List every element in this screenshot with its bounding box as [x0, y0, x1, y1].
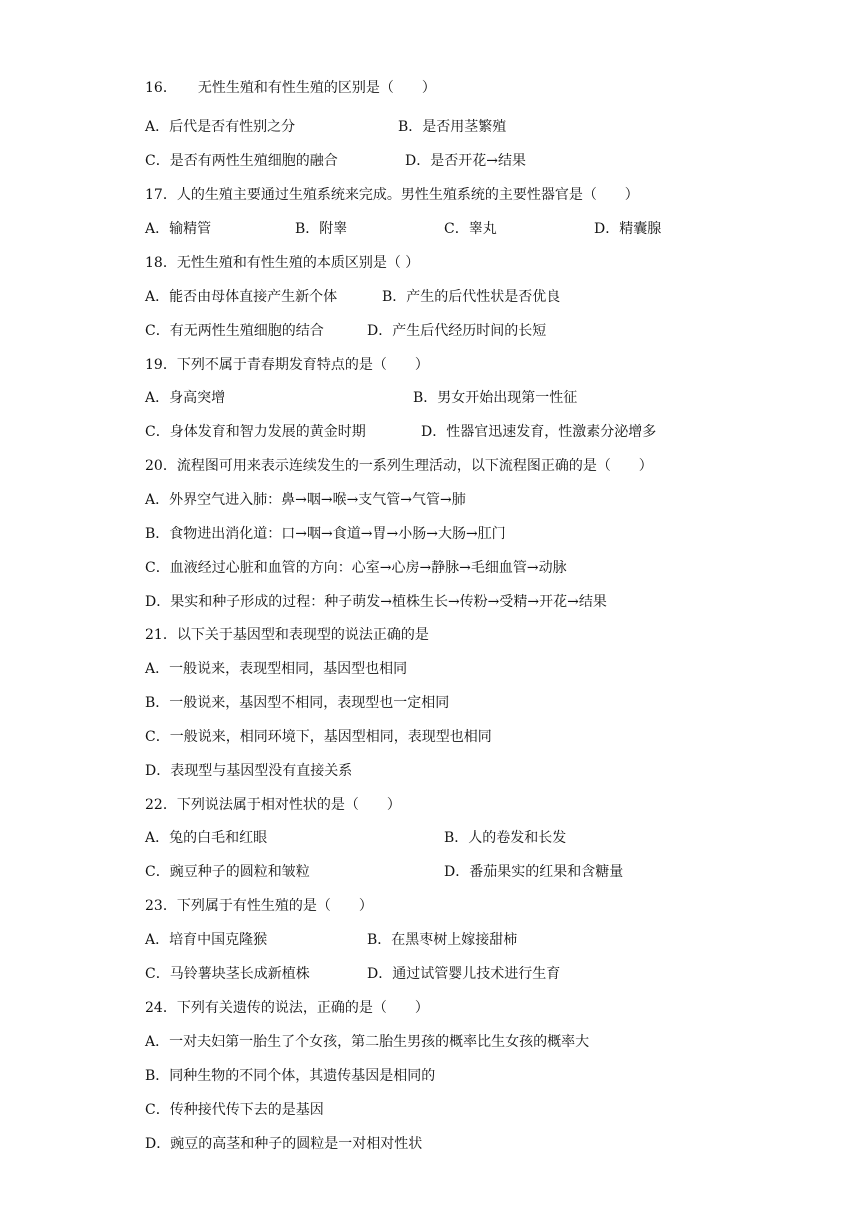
question-23-option-a: A．培育中国克隆猴: [145, 932, 268, 948]
question-23-stem: 23．下列属于有性生殖的是（ ）: [145, 898, 373, 914]
question-24-stem: 24．下列有关遗传的说法，正确的是（ ）: [145, 1000, 429, 1016]
question-17-option-a: A．输精管: [145, 221, 212, 237]
question-22-option-c: C．豌豆种子的圆粒和皱粒: [145, 864, 310, 880]
question-23-option-b: B．在黑枣树上嫁接甜柿: [367, 932, 518, 948]
question-21-option-a: A．一般说来，表现型相同，基因型也相同: [145, 661, 408, 677]
question-21-stem: 21．以下关于基因型和表现型的说法正确的是: [145, 627, 429, 643]
question-16-option-a: A．后代是否有性别之分: [145, 119, 296, 135]
question-20-stem: 20．流程图可用来表示连续发生的一系列生理活动，以下流程图正确的是（ ）: [145, 458, 653, 474]
question-18-stem: 18．无性生殖和有性生殖的本质区别是（ ）: [145, 255, 420, 271]
question-24-option-a: A．一对夫妇第一胎生了个女孩，第二胎生男孩的概率比生女孩的概率大: [145, 1034, 590, 1050]
question-22-option-b: B．人的卷发和长发: [444, 830, 567, 846]
question-21-option-c: C．一般说来，相同环境下，基因型相同，表现型也相同: [145, 729, 492, 745]
question-20-option-a: A．外界空气进入肺：鼻→咽→喉→支气管→气管→肺: [145, 492, 466, 508]
question-22-option-a: A．兔的白毛和红眼: [145, 830, 268, 846]
question-18-option-b: B．产生的后代性状是否优良: [382, 289, 561, 305]
question-16-option-d: D．是否开花→结果: [405, 153, 526, 169]
question-23-option-c: C．马铃薯块茎长成新植株: [145, 966, 310, 982]
question-19-option-a: A．身高突增: [145, 390, 226, 406]
question-18-option-c: C．有无两性生殖细胞的结合: [145, 323, 324, 339]
question-19-option-b: B．男女开始出现第一性征: [413, 390, 578, 406]
question-20-option-d: D．果实和种子形成的过程：种子萌发→植株生长→传粉→受精→开花→结果: [145, 594, 607, 610]
question-23-option-d: D．通过试管婴儿技术进行生育: [367, 966, 561, 982]
question-22-stem: 22．下列说法属于相对性状的是（ ）: [145, 797, 401, 813]
question-24-option-c: C．传种接代传下去的是基因: [145, 1102, 324, 1118]
question-17-stem: 17．人的生殖主要通过生殖系统来完成。男性生殖系统的主要性器官是（ ）: [145, 187, 639, 203]
question-18-option-a: A．能否由母体直接产生新个体: [145, 289, 338, 305]
question-16-option-c: C．是否有两性生殖细胞的融合: [145, 153, 338, 169]
question-20-option-b: B．食物进出消化道：口→咽→食道→胃→小肠→大肠→肛门: [145, 526, 506, 542]
question-17-option-c: C．睾丸: [444, 221, 497, 237]
question-21-option-d: D．表现型与基因型没有直接关系: [145, 763, 353, 779]
question-17-option-b: B．附睾: [295, 221, 348, 237]
question-19-stem: 19．下列不属于青春期发育特点的是（ ）: [145, 357, 429, 373]
question-19-option-d: D．性器官迅速发育，性激素分泌增多: [421, 424, 657, 440]
question-24-option-d: D．豌豆的高茎和种子的圆粒是一对相对性状: [145, 1136, 423, 1152]
question-24-option-b: B．同种生物的不同个体，其遗传基因是相同的: [145, 1068, 436, 1084]
question-22-option-d: D．番茄果实的红果和含糖量: [444, 864, 624, 880]
question-21-option-b: B．一般说来，基因型不相同，表现型也一定相同: [145, 695, 450, 711]
question-19-option-c: C．身体发育和智力发展的黄金时期: [145, 424, 366, 440]
question-17-option-d: D．精囊腺: [594, 221, 662, 237]
question-16-stem: 16． 无性生殖和有性生殖的区别是（ ）: [145, 80, 436, 96]
question-20-option-c: C．血液经过心脏和血管的方向：心室→心房→静脉→毛细血管→动脉: [145, 560, 567, 576]
question-18-option-d: D．产生后代经历时间的长短: [367, 323, 547, 339]
question-16-option-b: B．是否用茎繁殖: [398, 119, 507, 135]
